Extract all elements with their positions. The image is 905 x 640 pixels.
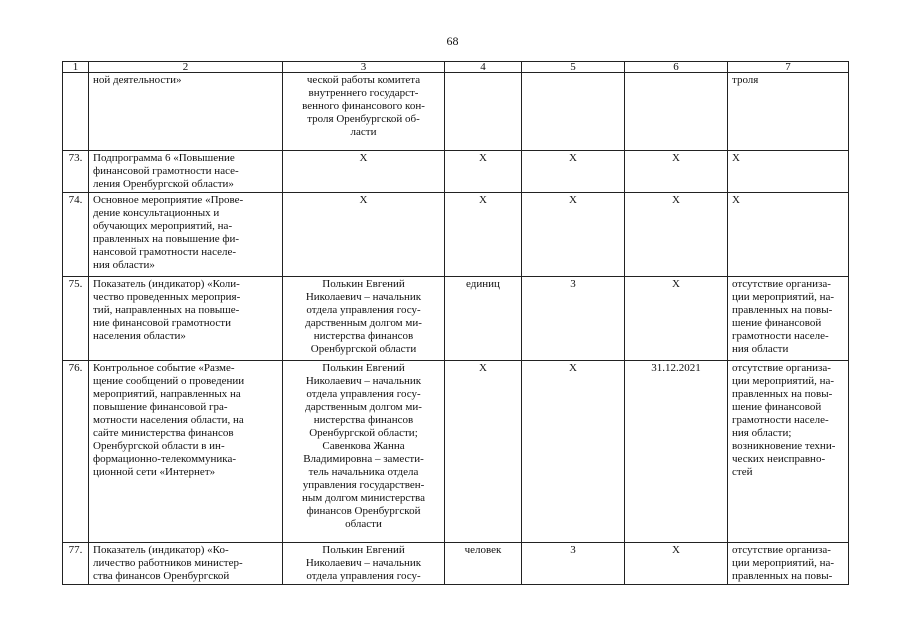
table-row [63,361,849,543]
text-line: Показатель (индикатор) «Коли- [93,278,240,290]
deadline-cell: X [625,543,728,585]
text-line: мероприятий, направленных на [93,388,241,400]
value-cell: X [522,193,625,277]
responsible-person-cell [283,193,445,277]
text-line: ции мероприятий, на- [732,291,835,303]
text-line: Оренбургской области [310,343,417,355]
text-line: Савенкова Жанна [322,440,405,452]
text-line: Подпрограмма 6 «Повышение [93,152,235,164]
text-line: Полькин Евгений [322,362,405,374]
text-line: Николаевич – начальник [305,557,422,569]
text-line: нистерства финансов [313,414,414,426]
responsible-person-cell [283,73,445,151]
text-line: X [732,152,740,164]
text-line: финансовой грамотности насе- [93,165,239,177]
text-line: правленных на повы- [732,570,833,582]
unit-cell: X [445,151,522,193]
text-line: Контрольное событие «Разме- [93,362,235,374]
activity-name-cell [89,73,283,151]
column-header: 1 [63,62,89,73]
responsible-person-cell [283,543,445,585]
risk-cell [728,543,849,585]
activity-name-cell [89,151,283,193]
row-number-cell: 75. [63,277,89,361]
text-line: Основное мероприятие «Прове- [93,194,244,206]
text-line: ческой работы комитета [306,74,421,86]
text-line: дарственным долгом ми- [305,317,422,329]
page-number: 68 [446,34,459,48]
text-line: ления Оренбургской области» [93,178,234,190]
column-header: 6 [625,62,728,73]
responsible-person-cell [283,151,445,193]
text-line: сайте министерства финансов [93,427,234,439]
responsible-person-cell [283,361,445,543]
column-header: 7 [728,62,849,73]
risk-cell [728,277,849,361]
text-line: управления государствен- [302,479,425,491]
text-line: отсутствие организа- [732,278,831,290]
text-line: отсутствие организа- [732,362,831,374]
text-line: X [359,194,368,206]
column-header: 4 [445,62,522,73]
value-cell: 3 [522,543,625,585]
text-line: Николаевич – начальник [305,375,422,387]
text-line: формационно-телекоммуника- [93,453,236,465]
activity-name-cell [89,277,283,361]
text-line: Оренбургской области в ин- [93,440,225,452]
value-cell: X [522,361,625,543]
text-line: тель начальника отдела [308,466,419,478]
text-line: стей [732,466,753,478]
text-line: отдела управления госу- [306,304,421,316]
row-number-cell: 76. [63,361,89,543]
text-line: Полькин Евгений [322,544,405,556]
text-line: ционной сети «Интернет» [93,466,216,478]
value-cell [522,73,625,151]
text-line: ния области; [732,427,792,439]
text-line: возникновение техни- [732,440,836,452]
value-cell: 3 [522,277,625,361]
column-header: 2 [89,62,283,73]
activity-name-cell [89,543,283,585]
column-number-row [63,62,849,73]
text-line: шение финансовой [732,317,822,329]
text-line: области [345,518,382,530]
text-line: внутреннего государст- [308,87,419,99]
unit-cell: X [445,193,522,277]
text-line: X [359,152,368,164]
row-number-cell [63,73,89,151]
table-row [63,73,849,151]
text-line: повышение финансовой гра- [93,401,228,413]
text-line: дение консультационных и [93,207,220,219]
text-line: ласти [350,126,377,138]
text-line: ной деятельности» [93,74,182,86]
table-row [63,193,849,277]
text-line: ния области» [93,259,155,271]
text-line: Показатель (индикатор) «Ко- [93,544,229,556]
text-line: правленных на повы- [732,388,833,400]
responsible-person-cell [283,277,445,361]
text-line: правленных на повышение фи- [93,233,240,245]
table-row [63,277,849,361]
text-line: отдела управления госу- [306,570,421,582]
table-row [63,543,849,585]
text-line: нансовой грамотности населе- [93,246,236,258]
text-line: венного финансового кон- [302,100,425,112]
text-line: обучающих мероприятий, на- [93,220,233,232]
risk-cell [728,361,849,543]
text-line: правленных на повы- [732,304,833,316]
text-line: троля [732,74,759,86]
text-line: мотности населения области, на [93,414,244,426]
text-line: нистерства финансов [313,330,414,342]
risk-cell [728,193,849,277]
text-line: шение финансовой [732,401,822,413]
deadline-cell: X [625,193,728,277]
unit-cell: единиц [445,277,522,361]
text-line: Оренбургской области; [309,427,418,439]
row-number-cell: 77. [63,543,89,585]
text-line: ции мероприятий, на- [732,375,835,387]
text-line: грамотности населе- [732,330,829,342]
text-line: Владимировна – замести- [303,453,424,465]
row-number-cell: 73. [63,151,89,193]
text-line: Полькин Евгений [322,278,405,290]
text-line: тий, направленных на повыше- [93,304,240,316]
text-line: ции мероприятий, на- [732,557,835,569]
text-line: X [732,194,740,206]
text-line: населения области» [93,330,186,342]
text-line: грамотности населе- [732,414,829,426]
text-line: ства финансов Оренбургской [93,570,230,582]
text-line: чество проведенных мероприя- [93,291,241,303]
plan-table [62,61,849,585]
table-row [63,151,849,193]
text-line: отдела управления госу- [306,388,421,400]
text-line: дарственным долгом ми- [305,401,422,413]
unit-cell: X [445,361,522,543]
column-header: 5 [522,62,625,73]
deadline-cell: 31.12.2021 [625,361,728,543]
unit-cell [445,73,522,151]
text-line: ние финансовой грамотности [93,317,231,329]
deadline-cell: X [625,277,728,361]
column-header: 3 [283,62,445,73]
text-line: отсутствие организа- [732,544,831,556]
text-line: ным долгом министерства [302,492,425,504]
risk-cell [728,73,849,151]
text-line: троля Оренбургской об- [307,113,420,125]
row-number-cell: 74. [63,193,89,277]
activity-name-cell [89,193,283,277]
text-line: Николаевич – начальник [305,291,422,303]
text-line: ческих неисправно- [732,453,826,465]
text-line: ния области [732,343,789,355]
text-line: личество работников министер- [93,557,243,569]
text-line: щение сообщений о проведении [93,375,245,387]
value-cell: X [522,151,625,193]
risk-cell [728,151,849,193]
text-line: финансов Оренбургской [306,505,421,517]
deadline-cell [625,73,728,151]
deadline-cell: X [625,151,728,193]
unit-cell: человек [445,543,522,585]
activity-name-cell [89,361,283,543]
